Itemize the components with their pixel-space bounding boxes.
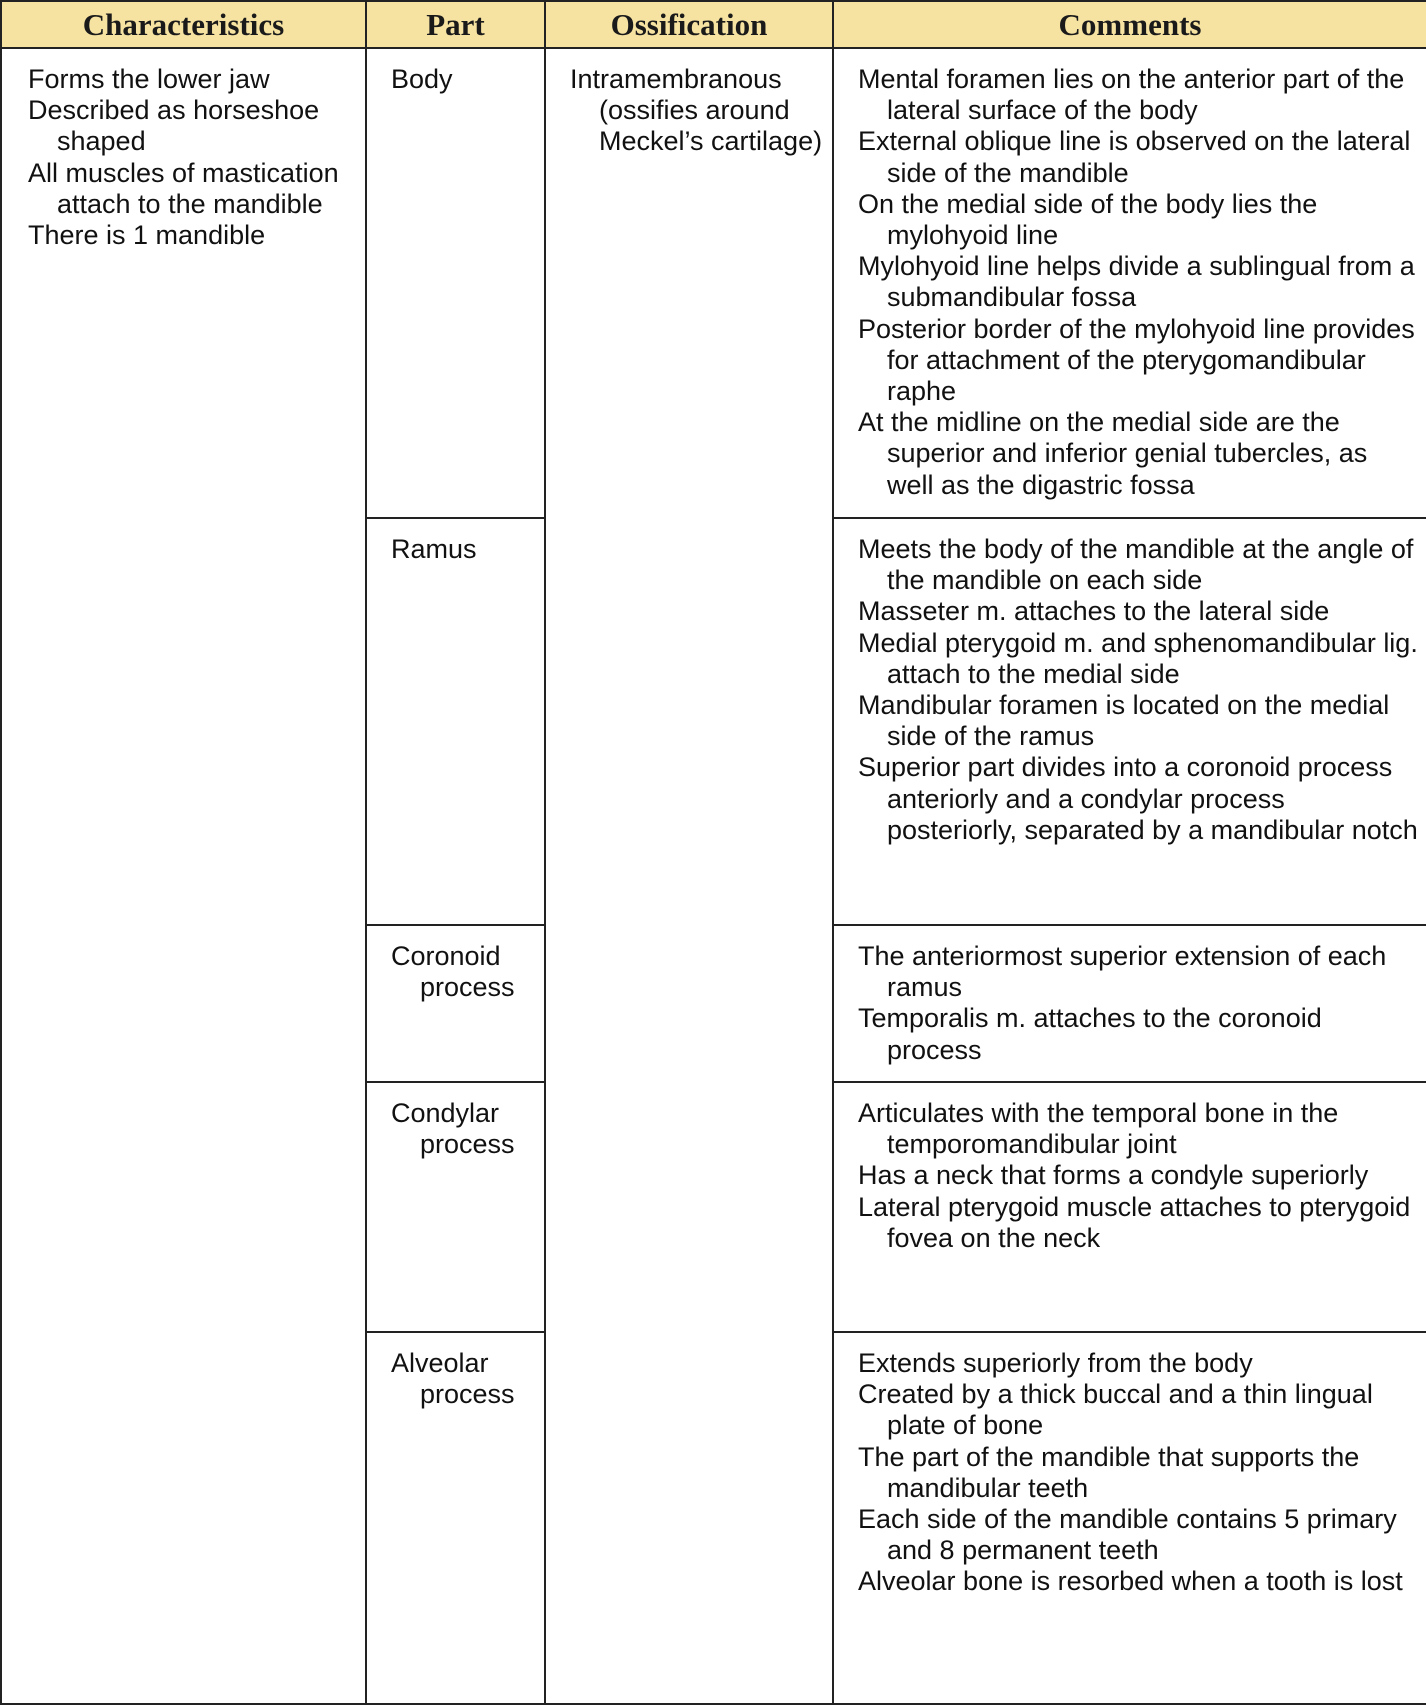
part-label: Condylar process [391, 1098, 515, 1160]
comments-cell [833, 48, 1426, 518]
characteristics-cell [1, 48, 366, 1704]
header-row [1, 1, 1426, 48]
comment-item: Superior part divides into a coronoid process anteriorly and a condylar process posteriorly, separated by a mandibular notch [858, 752, 1418, 845]
part-label: Ramus [391, 534, 477, 564]
comment-item: Extends superiorly from the body [858, 1348, 1253, 1378]
comment-item: External oblique line is observed on the lateral side of the mandible [858, 126, 1411, 188]
comment-item: At the midline on the medial side are the superior and inferior genial tubercles, as well as the digastric fossa [858, 407, 1368, 500]
comment-item: Masseter m. attaches to the lateral side [858, 596, 1330, 627]
comment-item: Created by a thick buccal and a thin lingual plate of bone [858, 1379, 1373, 1441]
part-cell [366, 1332, 545, 1704]
part-cell [366, 518, 545, 925]
comments-cell [833, 518, 1426, 925]
comment-item: Mandibular foramen is located on the medial side of the ramus [858, 690, 1390, 752]
comment-item: The part of the mandible that supports the mandibular teeth [858, 1441, 1360, 1503]
characteristic-item: Described as horseshoe shaped [28, 95, 320, 157]
comments-cell [833, 1082, 1426, 1332]
comments-cell [833, 925, 1426, 1082]
header-comments: Comments [833, 1, 1426, 48]
comment-item: Lateral pterygoid muscle attaches to pterygoid fovea on the neck [858, 1191, 1411, 1253]
comment-item: Medial pterygoid m. and sphenomandibular lig. attach to the medial side [858, 627, 1418, 689]
characteristic-item: All muscles of mastication attach to the mandible [28, 157, 339, 219]
comment-item: On the medial side of the body lies the mylohyoid line [858, 188, 1318, 251]
part-cell [366, 925, 545, 1082]
comment-item: The anteriormost superior extension of each ramus [858, 941, 1387, 1003]
characteristic-item: Forms the lower jaw [28, 64, 270, 94]
comment-item: Mylohyoid line helps divide a sublingual from a submandibular fossa [858, 251, 1415, 313]
comment-item: Meets the body of the mandible at the angle of the mandible on each side [858, 534, 1414, 596]
comment-item: Alveolar bone is resorbed when a tooth is lost [858, 1566, 1403, 1597]
part-label: Coronoid process [391, 941, 515, 1003]
part-label: Alveolar process [391, 1348, 515, 1410]
header-part: Part [366, 1, 545, 48]
comment-item: Has a neck that forms a condyle superiorly [858, 1160, 1369, 1191]
comment-item: Articulates with the temporal bone in the temporomandibular joint [858, 1098, 1339, 1160]
characteristic-item: There is 1 mandible [28, 220, 266, 251]
table-row [1, 48, 1426, 518]
comment-item: Mental foramen lies on the anterior part of the lateral surface of the body [858, 64, 1405, 126]
ossification-text: Intramembranous (ossifies around Meckel’s cartilage) [570, 64, 823, 157]
part-label: Body [391, 64, 453, 94]
comment-item: Posterior border of the mylohyoid line provides for attachment of the pterygomandibular raphe [858, 313, 1415, 407]
header-characteristics: Characteristics [1, 1, 366, 48]
ossification-cell [545, 48, 833, 1704]
part-cell [366, 1082, 545, 1332]
part-cell [366, 48, 545, 518]
comment-item: Temporalis m. attaches to the coronoid process [858, 1003, 1322, 1065]
header-ossification: Ossification [545, 1, 833, 48]
comment-item: Each side of the mandible contains 5 primary and 8 permanent teeth [858, 1504, 1397, 1566]
comments-cell [833, 1332, 1426, 1704]
